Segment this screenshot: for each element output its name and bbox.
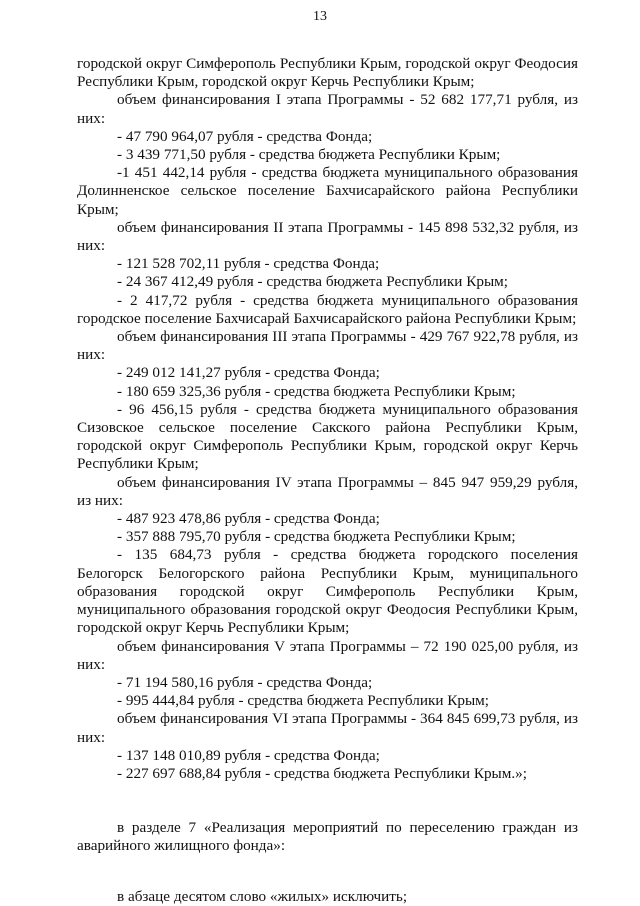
paragraph-4: - 3 439 771,50 рубля - средства бюджета Республики Крым; bbox=[117, 146, 501, 164]
paragraph-15: - 487 923 478,86 рубля - средства Фонда; bbox=[117, 510, 380, 528]
paragraph-2: объем финансирования I этапа Программы - 52 682 177,71 рубля, из них: bbox=[77, 91, 578, 127]
paragraph-25: в абзаце десятом слово «жилых» исключить; bbox=[117, 887, 408, 905]
page-number: 13 bbox=[313, 9, 327, 24]
paragraph-20: - 995 444,84 рубля - средства бюджета Республики Крым; bbox=[117, 692, 490, 710]
paragraph-5: -1 451 442,14 рубля - средства бюджета муниципального образования Долинненское сельское поселение Бахчисарайского района Республики Крым; bbox=[77, 164, 578, 218]
paragraph-23: - 227 697 688,84 рубля - средства бюджета Республики Крым.»; bbox=[117, 764, 527, 782]
document-body bbox=[77, 55, 578, 906]
paragraph-6: объем финансирования II этапа Программы - 145 898 532,32 рубля, из них: bbox=[77, 218, 578, 255]
paragraph-11: - 249 012 141,27 рубля - средства Фонда; bbox=[117, 364, 380, 382]
paragraph-spacer bbox=[77, 856, 578, 888]
paragraph-9: - 2 417,72 рубля - средства бюджета муниципального образования городское поселение Бахчисарай Бахчисарайского района Республики Крым; bbox=[77, 291, 578, 327]
paragraph-21: объем финансирования VI этапа Программы - 364 845 699,73 рубля, из них: bbox=[77, 710, 578, 746]
paragraph-19: - 71 194 580,16 рубля - средства Фонда; bbox=[117, 673, 373, 691]
paragraph-8: - 24 367 412,49 рубля - средства бюджета Республики Крым; bbox=[117, 273, 508, 291]
paragraph-16: - 357 888 795,70 рубля - средства бюджета Республики Крым; bbox=[117, 528, 516, 546]
paragraph-22: - 137 148 010,89 рубля - средства Фонда; bbox=[117, 746, 380, 764]
paragraph-7: - 121 528 702,11 рубля - средства Фонда; bbox=[117, 255, 380, 273]
paragraph-10: объем финансирования III этапа Программы - 429 767 922,78 рубля, из них: bbox=[77, 328, 578, 364]
paragraph-14: объем финансирования IV этапа Программы – 845 947 959,29 рубля, из них: bbox=[77, 473, 578, 509]
paragraph-24: в разделе 7 «Реализация мероприятий по переселению граждан из аварийного жилищного фонда»: bbox=[77, 819, 578, 855]
paragraph-18: объем финансирования V этапа Программы – 72 190 025,00 рубля, из них: bbox=[77, 637, 578, 673]
paragraph-spacer bbox=[77, 783, 578, 819]
paragraph-13: - 96 456,15 рубля - средства бюджета муниципального образования Сизовское сельское поселение Сакского района Республики Крым, городской округ Симферополь Республики Крым, городской округ Керчь Республики Крым; bbox=[77, 400, 578, 473]
paragraph-12: - 180 659 325,36 рубля - средства бюджета Республики Крым; bbox=[117, 382, 516, 400]
paragraph-1: городской округ Симферополь Республики Крым, городской округ Феодосия Республики Крым, городской округ Керчь Республики Крым; bbox=[77, 55, 578, 91]
paragraph-17: - 135 684,73 рубля - средства бюджета городского поселения Белогорск Белогорского района Республики Крым, муниципального образования городской округ Симферополь Республики Крым, муниципального образования городской округ Феодосия Республики Крым, городской округ Керчь Республики Крым; bbox=[77, 546, 578, 637]
paragraph-3: - 47 790 964,07 рубля - средства Фонда; bbox=[117, 127, 373, 145]
